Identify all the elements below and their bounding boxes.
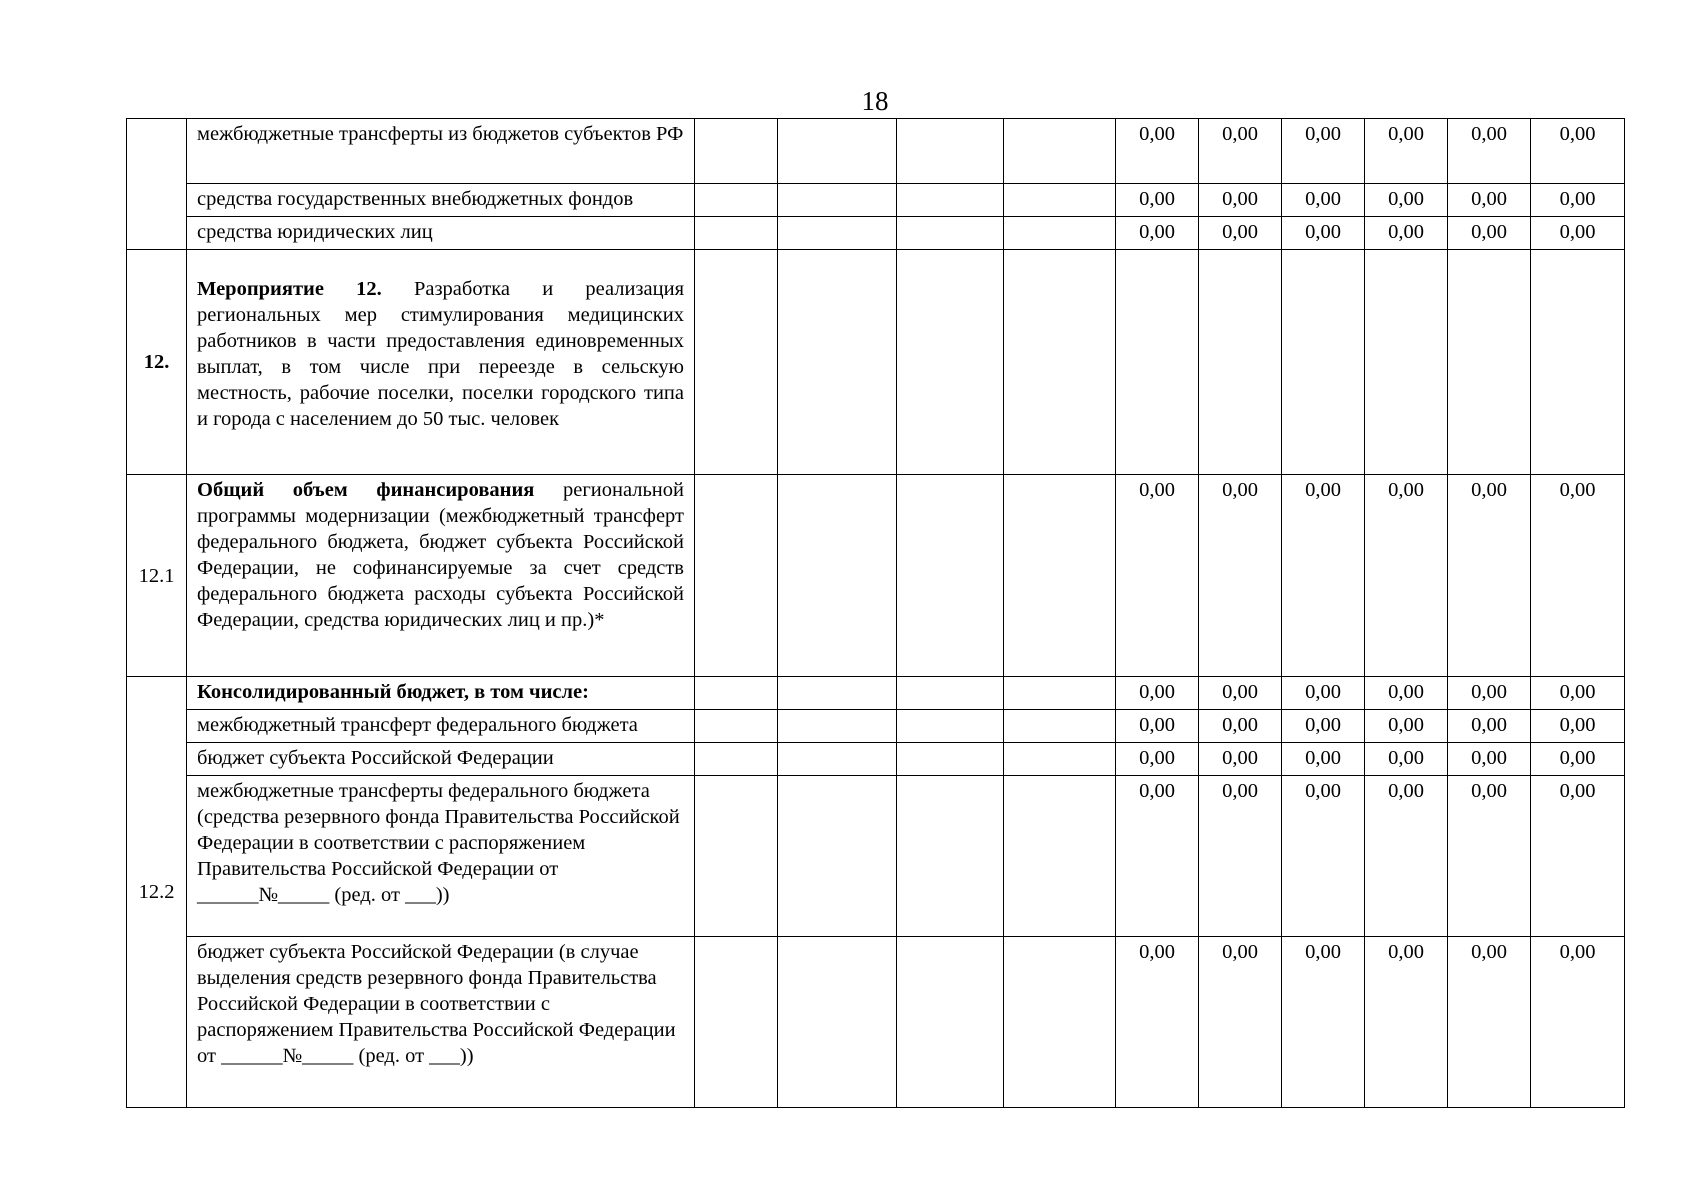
- empty-cell: [897, 250, 1004, 475]
- table-row: [127, 475, 1625, 677]
- empty-cell: [1004, 119, 1116, 184]
- row-description: средства юридических лиц: [187, 217, 695, 250]
- value-cell: 0,00: [1531, 184, 1625, 217]
- value-cell: 0,00: [1116, 743, 1199, 776]
- empty-cell: [695, 475, 778, 677]
- empty-cell: [695, 776, 778, 937]
- value-cell: 0,00: [1448, 184, 1531, 217]
- empty-cell: [1004, 677, 1116, 710]
- empty-cell: [695, 250, 778, 475]
- empty-cell: [897, 937, 1004, 1108]
- empty-cell: [695, 119, 778, 184]
- value-cell: 0,00: [1116, 677, 1199, 710]
- value-cell: 0,00: [1282, 475, 1365, 677]
- row-number-cell: [127, 119, 187, 250]
- value-cell: 0,00: [1199, 217, 1282, 250]
- value-cell: 0,00: [1531, 710, 1625, 743]
- value-cell: 0,00: [1282, 937, 1365, 1108]
- table-row: [127, 250, 1625, 475]
- value-cell: 0,00: [1199, 710, 1282, 743]
- value-cell: 0,00: [1199, 475, 1282, 677]
- empty-cell: [897, 677, 1004, 710]
- empty-cell: [897, 119, 1004, 184]
- table-row: [127, 743, 1625, 776]
- value-cell: 0,00: [1116, 217, 1199, 250]
- empty-cell: [1365, 250, 1448, 475]
- table-row: [127, 119, 1625, 184]
- row-description: [187, 250, 695, 475]
- value-cell: 0,00: [1448, 217, 1531, 250]
- empty-cell: [897, 184, 1004, 217]
- value-cell: 0,00: [1199, 776, 1282, 937]
- value-cell: 0,00: [1199, 184, 1282, 217]
- value-cell: 0,00: [1531, 217, 1625, 250]
- value-cell: 0,00: [1116, 184, 1199, 217]
- empty-cell: [695, 217, 778, 250]
- empty-cell: [897, 217, 1004, 250]
- table-row: [127, 937, 1625, 1108]
- value-cell: 0,00: [1448, 119, 1531, 184]
- value-cell: 0,00: [1448, 710, 1531, 743]
- value-cell: 0,00: [1282, 677, 1365, 710]
- row-description-bold: Общий объем финансирования: [197, 479, 535, 501]
- value-cell: 0,00: [1365, 184, 1448, 217]
- value-cell: 0,00: [1365, 710, 1448, 743]
- value-cell: 0,00: [1448, 776, 1531, 937]
- value-cell: 0,00: [1448, 475, 1531, 677]
- value-cell: 0,00: [1365, 475, 1448, 677]
- value-cell: 0,00: [1282, 743, 1365, 776]
- empty-cell: [897, 475, 1004, 677]
- table-row: [127, 710, 1625, 743]
- value-cell: 0,00: [1282, 184, 1365, 217]
- table-row: [127, 776, 1625, 937]
- value-cell: 0,00: [1116, 776, 1199, 937]
- empty-cell: [1004, 776, 1116, 937]
- empty-cell: [778, 475, 897, 677]
- value-cell: 0,00: [1116, 475, 1199, 677]
- empty-cell: [1448, 250, 1531, 475]
- financing-table: [126, 118, 1625, 1108]
- empty-cell: [695, 184, 778, 217]
- value-cell: 0,00: [1199, 743, 1282, 776]
- empty-cell: [1004, 937, 1116, 1108]
- empty-cell: [695, 743, 778, 776]
- value-cell: 0,00: [1116, 937, 1199, 1108]
- row-description: [187, 475, 695, 677]
- value-cell: 0,00: [1282, 776, 1365, 937]
- row-number-cell: 12.1: [127, 475, 187, 677]
- row-description: Консолидированный бюджет, в том числе:: [187, 677, 695, 710]
- empty-cell: [695, 677, 778, 710]
- value-cell: 0,00: [1365, 217, 1448, 250]
- empty-cell: [1004, 475, 1116, 677]
- value-cell: 0,00: [1531, 119, 1625, 184]
- empty-cell: [778, 184, 897, 217]
- row-description: бюджет субъекта Российской Федерации: [187, 743, 695, 776]
- empty-cell: [1004, 710, 1116, 743]
- row-number-cell: 12.: [127, 250, 187, 475]
- value-cell: 0,00: [1199, 677, 1282, 710]
- row-description-text: региональной программы модернизации (межбюджетный трансферт федерального бюджета, бюджет субъекта Российской Федерации, не софинансируемые за счет средств федерального бюджета расходы субъекта Российской Федерации, средства юридических лиц и пр.)*: [197, 479, 684, 631]
- value-cell: 0,00: [1365, 937, 1448, 1108]
- row-description: средства государственных внебюджетных фондов: [187, 184, 695, 217]
- row-description-bold: Мероприятие 12.: [197, 278, 382, 300]
- value-cell: 0,00: [1531, 937, 1625, 1108]
- value-cell: 0,00: [1448, 937, 1531, 1108]
- empty-cell: [897, 710, 1004, 743]
- row-description: межбюджетные трансферты из бюджетов субъектов РФ: [187, 119, 695, 184]
- value-cell: 0,00: [1116, 710, 1199, 743]
- empty-cell: [1531, 250, 1625, 475]
- value-cell: 0,00: [1448, 743, 1531, 776]
- value-cell: 0,00: [1365, 677, 1448, 710]
- value-cell: 0,00: [1531, 776, 1625, 937]
- empty-cell: [778, 776, 897, 937]
- value-cell: 0,00: [1531, 677, 1625, 710]
- empty-cell: [1004, 217, 1116, 250]
- row-description: межбюджетные трансферты федерального бюджета (средства резервного фонда Правительства Российской Федерации в соответствии с распоряжением Правительства Российской Федерации от ______№_____ (ред. от ___)): [187, 776, 695, 937]
- value-cell: 0,00: [1199, 937, 1282, 1108]
- row-description: межбюджетный трансферт федерального бюджета: [187, 710, 695, 743]
- empty-cell: [778, 677, 897, 710]
- value-cell: 0,00: [1116, 119, 1199, 184]
- value-cell: 0,00: [1531, 475, 1625, 677]
- empty-cell: [1116, 250, 1199, 475]
- value-cell: 0,00: [1365, 743, 1448, 776]
- page-number: 18: [861, 86, 889, 116]
- empty-cell: [695, 937, 778, 1108]
- value-cell: 0,00: [1365, 776, 1448, 937]
- value-cell: 0,00: [1448, 677, 1531, 710]
- table-row: [127, 184, 1625, 217]
- table-row: [127, 217, 1625, 250]
- empty-cell: [1004, 743, 1116, 776]
- value-cell: 0,00: [1199, 119, 1282, 184]
- table-row: [127, 677, 1625, 710]
- empty-cell: [1004, 184, 1116, 217]
- value-cell: 0,00: [1531, 743, 1625, 776]
- empty-cell: [897, 776, 1004, 937]
- value-cell: 0,00: [1365, 119, 1448, 184]
- empty-cell: [897, 743, 1004, 776]
- row-number-cell: 12.2: [127, 677, 187, 1108]
- empty-cell: [778, 217, 897, 250]
- empty-cell: [778, 250, 897, 475]
- empty-cell: [778, 937, 897, 1108]
- empty-cell: [778, 710, 897, 743]
- empty-cell: [1282, 250, 1365, 475]
- value-cell: 0,00: [1282, 710, 1365, 743]
- empty-cell: [1199, 250, 1282, 475]
- empty-cell: [1004, 250, 1116, 475]
- value-cell: 0,00: [1282, 217, 1365, 250]
- empty-cell: [695, 710, 778, 743]
- value-cell: 0,00: [1282, 119, 1365, 184]
- empty-cell: [778, 119, 897, 184]
- empty-cell: [778, 743, 897, 776]
- row-description: бюджет субъекта Российской Федерации (в случае выделения средств резервного фонда Правительства Российской Федерации в соответствии с распоряжением Правительства Российской Федерации от ______№_____ (ред. от ___)): [187, 937, 695, 1108]
- row-description-text: Разработка и реализация региональных мер стимулирования медицинских работников в части предоставления единовременных выплат, в том числе при переезде в сельскую местность, рабочие поселки, поселки городского типа и города с населением до 50 тыс. человек: [197, 278, 684, 430]
